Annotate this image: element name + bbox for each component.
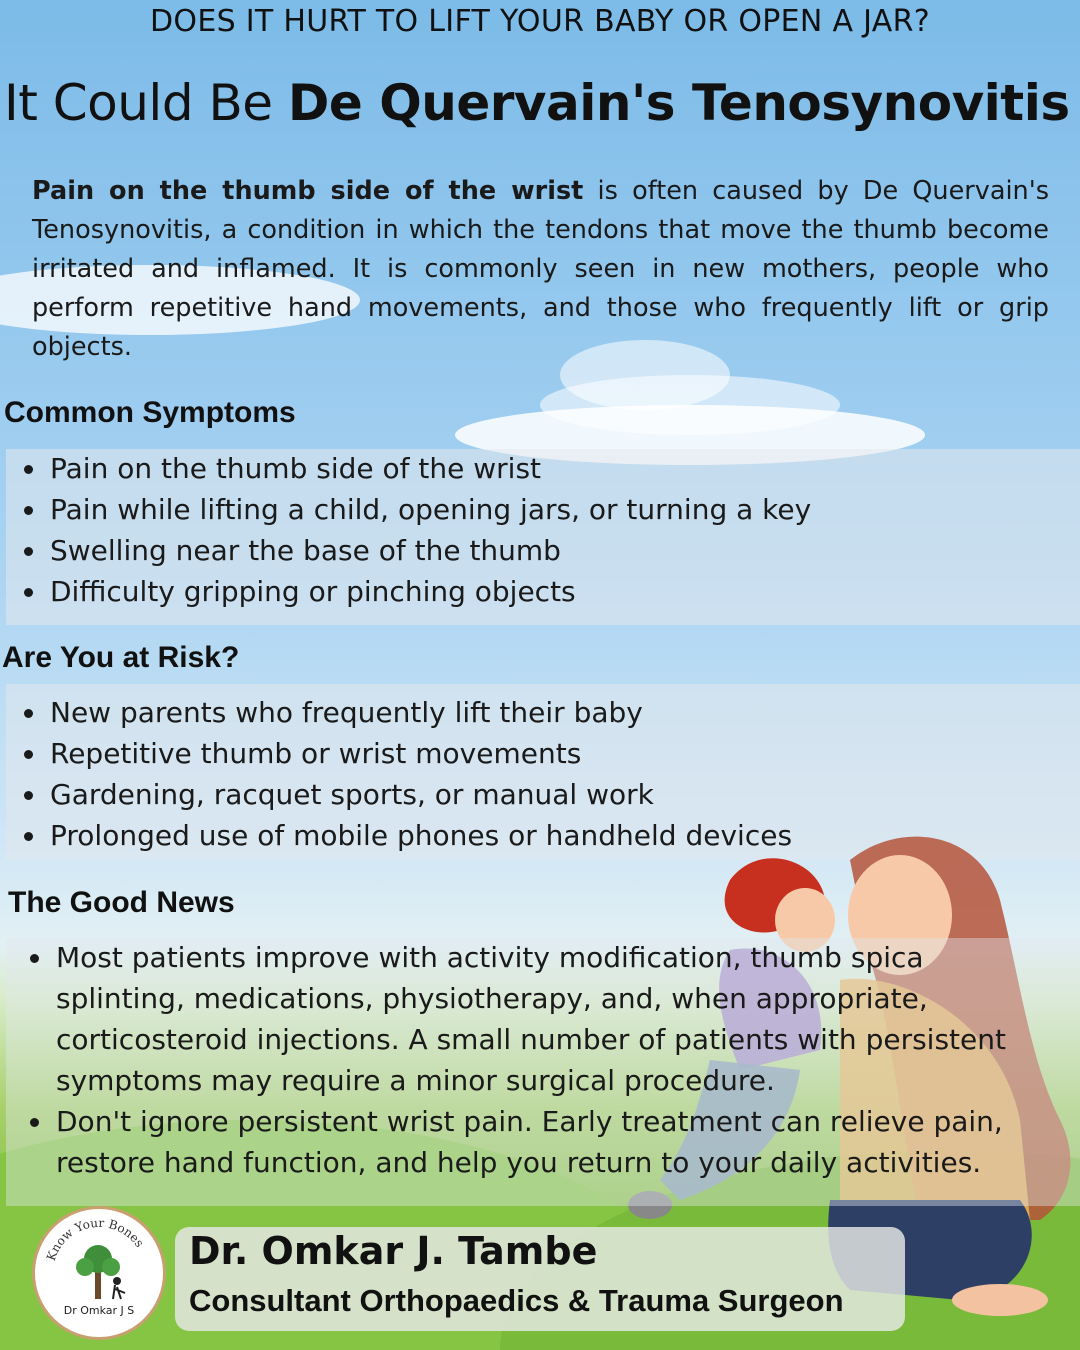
list-item: Most patients improve with activity modification, thumb spica splinting, medications, physiotherapy, and, when appropriate, corticosteroid injections. A small number of patients with persistent symptoms may require a minor surgical procedure. bbox=[28, 937, 1048, 1101]
list-item: Swelling near the base of the thumb bbox=[22, 530, 1062, 571]
mother-foot bbox=[952, 1284, 1048, 1316]
list-item: Prolonged use of mobile phones or handheld devices bbox=[22, 815, 1062, 856]
risk-list bbox=[22, 692, 1062, 856]
tree-with-elderly-person-icon bbox=[76, 1245, 125, 1299]
intro-lead: Pain on the thumb side of the wrist bbox=[32, 176, 584, 206]
title-prefix: It Could Be bbox=[4, 74, 288, 132]
risk-heading: Are You at Risk? bbox=[2, 641, 240, 674]
symptoms-heading: Common Symptoms bbox=[4, 396, 296, 429]
logo-caption: Dr Omkar J S bbox=[63, 1304, 135, 1317]
page-title bbox=[4, 74, 1070, 132]
logo-arc bbox=[35, 1209, 163, 1337]
list-item: Don't ignore persistent wrist pain. Early treatment can relieve pain, restore hand function, and help you return to your daily activities. bbox=[28, 1101, 1048, 1183]
intro-paragraph bbox=[32, 172, 1049, 367]
doctor-name: Dr. Omkar J. Tambe bbox=[189, 1229, 598, 1273]
title-condition: De Quervain's Tenosynovitis bbox=[287, 74, 1070, 132]
clinic-logo bbox=[32, 1206, 166, 1340]
list-item: Pain on the thumb side of the wrist bbox=[22, 448, 1062, 489]
doctor-title: Consultant Orthopaedics & Trauma Surgeon bbox=[189, 1283, 844, 1318]
list-item: Gardening, racquet sports, or manual work bbox=[22, 774, 1062, 815]
list-item: Pain while lifting a child, opening jars, or turning a key bbox=[22, 489, 1062, 530]
list-item: Difficulty gripping or pinching objects bbox=[22, 571, 1062, 612]
list-item: Repetitive thumb or wrist movements bbox=[22, 733, 1062, 774]
logo-arc-text: Know Your Bones bbox=[43, 1215, 147, 1263]
page-kicker: DOES IT HURT TO LIFT YOUR BABY OR OPEN A JAR? bbox=[150, 4, 930, 39]
symptoms-list bbox=[22, 448, 1062, 612]
doctor-card bbox=[175, 1227, 905, 1331]
good-news-list bbox=[28, 937, 1048, 1183]
list-item: New parents who frequently lift their baby bbox=[22, 692, 1062, 733]
intro-text: is often caused by De Quervain's Tenosynovitis, a condition in which the tendons that move the thumb become irritated and inflamed. It is commonly seen in new mothers, people who perform repetitive hand movements, and those who frequently lift or grip objects. bbox=[32, 176, 1050, 362]
good-news-heading: The Good News bbox=[8, 886, 235, 919]
